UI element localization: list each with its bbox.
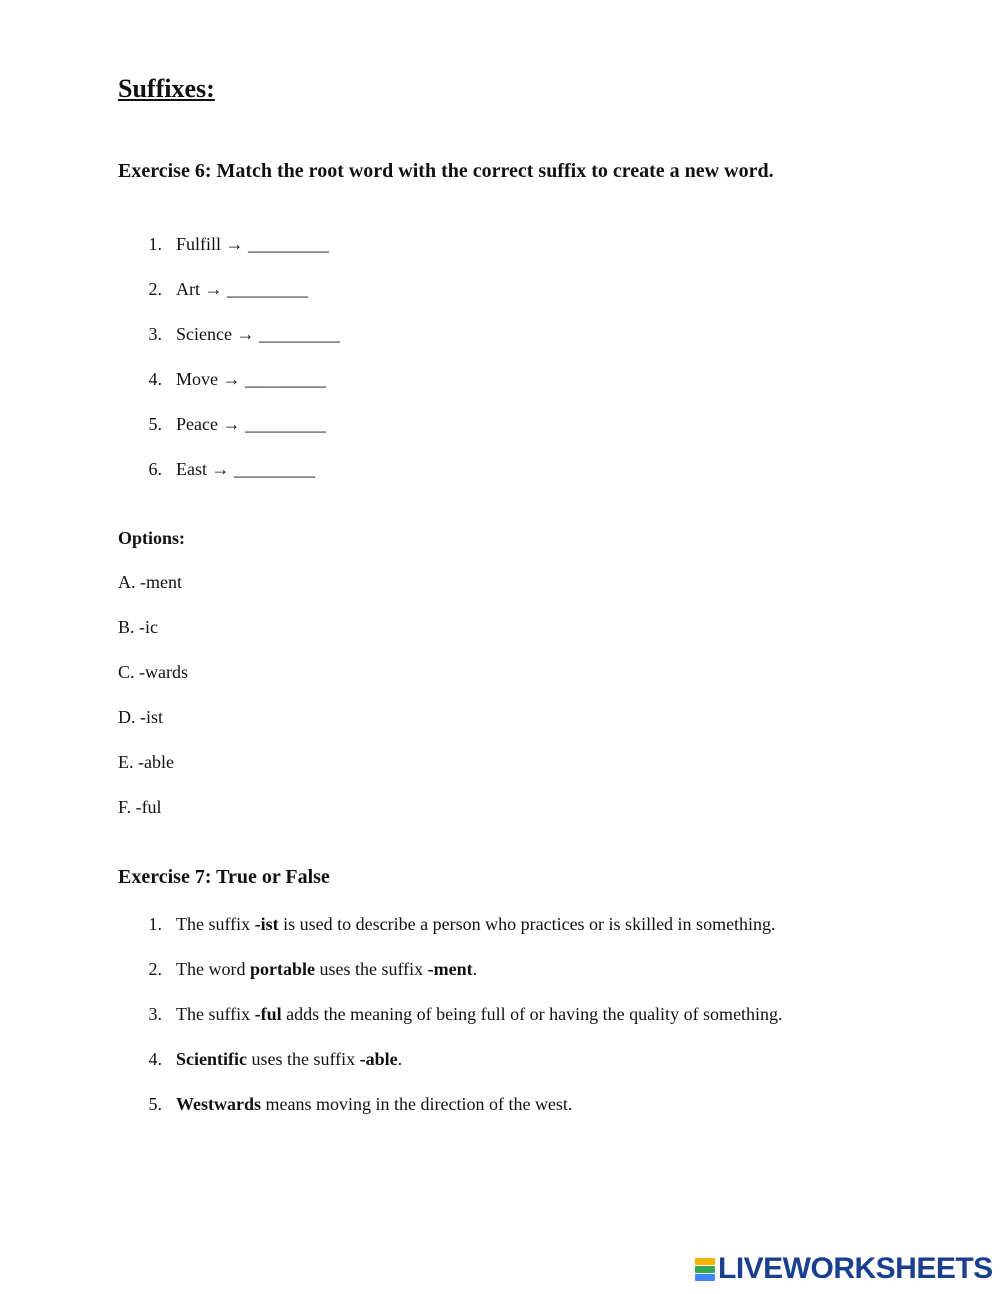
item-statement: The suffix -ist is used to describe a person who practices or is skilled in something. bbox=[176, 914, 776, 934]
option-b: B. -ic bbox=[118, 617, 158, 637]
logo-icon bbox=[695, 1258, 715, 1281]
item-number: 1. bbox=[148, 914, 162, 934]
item-statement: The suffix -ful adds the meaning of being full of or having the quality of something. bbox=[176, 1004, 783, 1024]
item-number: 4. bbox=[148, 369, 162, 389]
liveworksheets-logo bbox=[695, 1252, 993, 1286]
item-number: 2. bbox=[148, 959, 162, 979]
logo-bar-icon bbox=[695, 1266, 715, 1273]
item-number: 3. bbox=[148, 1004, 162, 1024]
logo-bar-icon bbox=[695, 1258, 715, 1265]
logo-text: LIVEWORKSHEETS bbox=[718, 1252, 993, 1285]
option-e: E. -able bbox=[118, 752, 174, 772]
item-number: 1. bbox=[148, 234, 162, 254]
item-text: East → _________ bbox=[176, 459, 315, 479]
item-text: Science → _________ bbox=[176, 324, 340, 344]
option-c: C. -wards bbox=[118, 662, 188, 682]
exercise-6-heading: Exercise 6: Match the root word with the correct suffix to create a new word. bbox=[118, 160, 774, 182]
option-f: F. -ful bbox=[118, 797, 162, 817]
item-text: Peace → _________ bbox=[176, 414, 326, 434]
item-number: 2. bbox=[148, 279, 162, 299]
item-number: 5. bbox=[148, 1094, 162, 1114]
exercise-7-heading: Exercise 7: True or False bbox=[118, 866, 330, 888]
options-heading: Options: bbox=[118, 528, 186, 548]
option-a: A. -ment bbox=[118, 572, 182, 592]
item-statement: Westwards means moving in the direction of the west. bbox=[176, 1094, 573, 1114]
item-text: Fulfill → _________ bbox=[176, 234, 330, 254]
item-number: 3. bbox=[148, 324, 162, 344]
page-title: Suffixes: bbox=[118, 74, 215, 103]
logo-bar-icon bbox=[695, 1274, 715, 1281]
item-text: Move → _________ bbox=[176, 369, 326, 389]
option-d: D. -ist bbox=[118, 707, 163, 727]
item-number: 4. bbox=[148, 1049, 162, 1069]
item-statement: The word portable uses the suffix -ment. bbox=[176, 959, 478, 979]
item-text: Art → _________ bbox=[176, 279, 308, 299]
item-number: 6. bbox=[148, 459, 162, 479]
item-statement: Scientific uses the suffix -able. bbox=[176, 1049, 403, 1069]
item-number: 5. bbox=[148, 414, 162, 434]
